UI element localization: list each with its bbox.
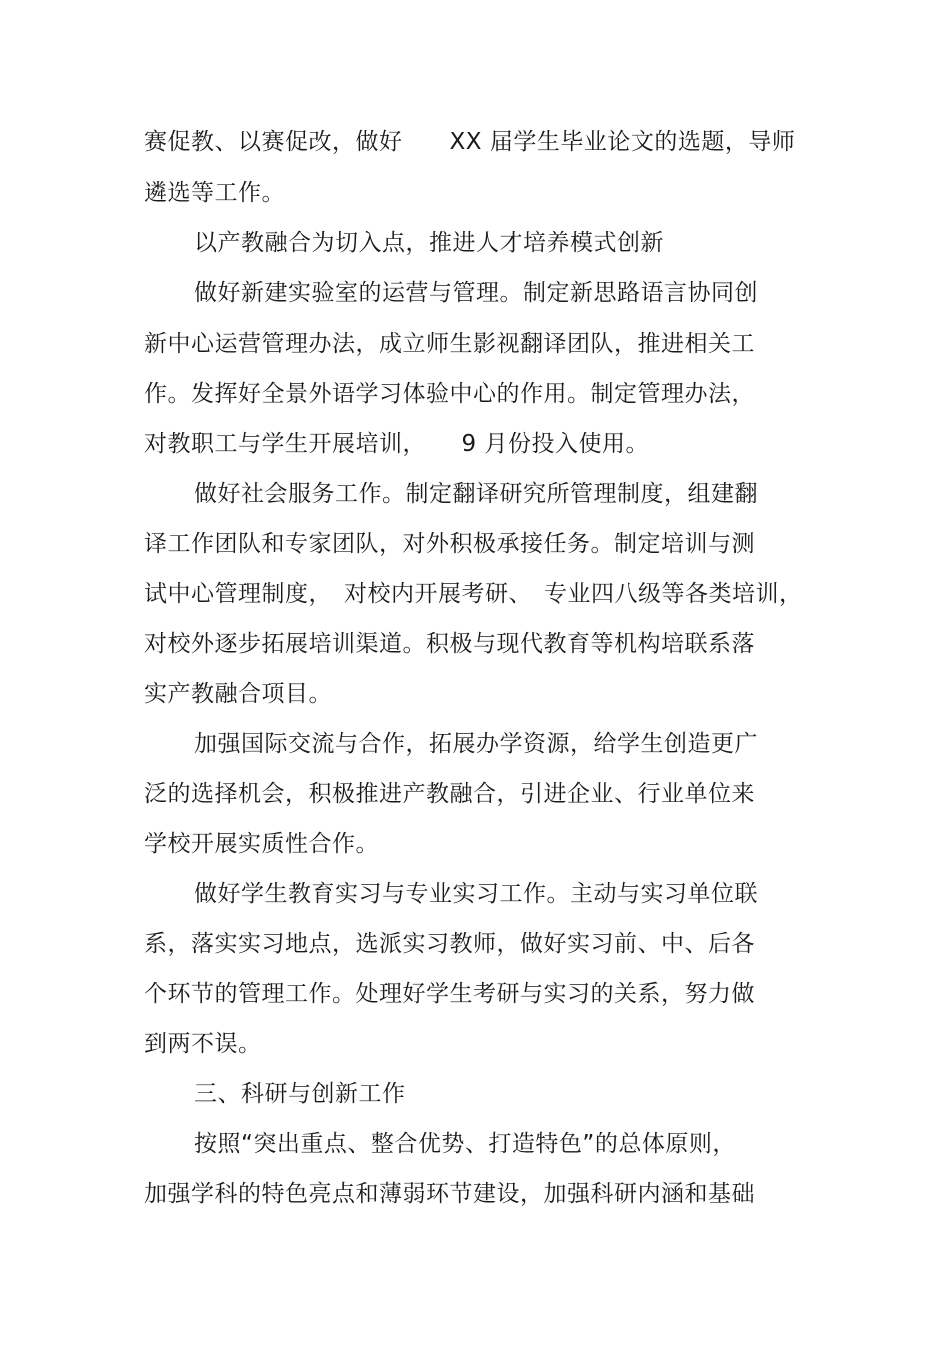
text-line: 实产教融合项目。 [144,681,332,707]
text-line: 到两不误。 [144,1031,262,1057]
paragraph-start: 做好新建实验室的运营与管理。制定新思路语言协同创 [194,280,758,306]
text-line: 作。发挥好全景外语学习体验中心的作用。制定管理办法， [144,381,755,407]
text-line: 对教职工与学生开展培训， 9 月份投入使用。 [144,431,649,457]
paragraph-start: 加强国际交流与合作，拓展办学资源，给学生创造更广 [194,731,758,757]
section-heading: 以产教融合为切入点，推进人才培养模式创新 [194,230,664,256]
text-line: 加强学科的特色亮点和薄弱环节建设，加强科研内涵和基础 [144,1181,755,1207]
text-line: 泛的选择机会，积极推进产教融合，引进企业、行业单位来 [144,781,755,807]
text-line: 遴选等工作。 [144,180,285,206]
paragraph-start: 按照“突出重点、整合优势、打造特色”的总体原则， [194,1131,736,1157]
paragraph-start: 做好学生教育实习与专业实习工作。主动与实习单位联 [194,881,758,907]
text-line: 赛促教、以赛促改，做好 XX 届学生毕业论文的选题，导师 [144,129,796,155]
text-line: 对校外逐步拓展培训渠道。积极与现代教育等机构培联系落 [144,631,755,657]
paragraph-start: 做好社会服务工作。制定翻译研究所管理制度，组建翻 [194,481,758,507]
text-line: 个环节的管理工作。处理好学生考研与实习的关系，努力做 [144,981,755,1007]
text-line: 试中心管理制度， 对校内开展考研、 专业四八级等各类培训， [144,581,803,607]
text-line: 系，落实实习地点，选派实习教师，做好实习前、中、后各 [144,931,755,957]
section-heading: 三、科研与创新工作 [194,1081,406,1107]
text-line: 新中心运营管理办法，成立师生影视翻译团队，推进相关工 [144,331,755,357]
text-line: 译工作团队和专家团队，对外积极承接任务。制定培训与测 [144,531,755,557]
text-line: 学校开展实质性合作。 [144,831,379,857]
